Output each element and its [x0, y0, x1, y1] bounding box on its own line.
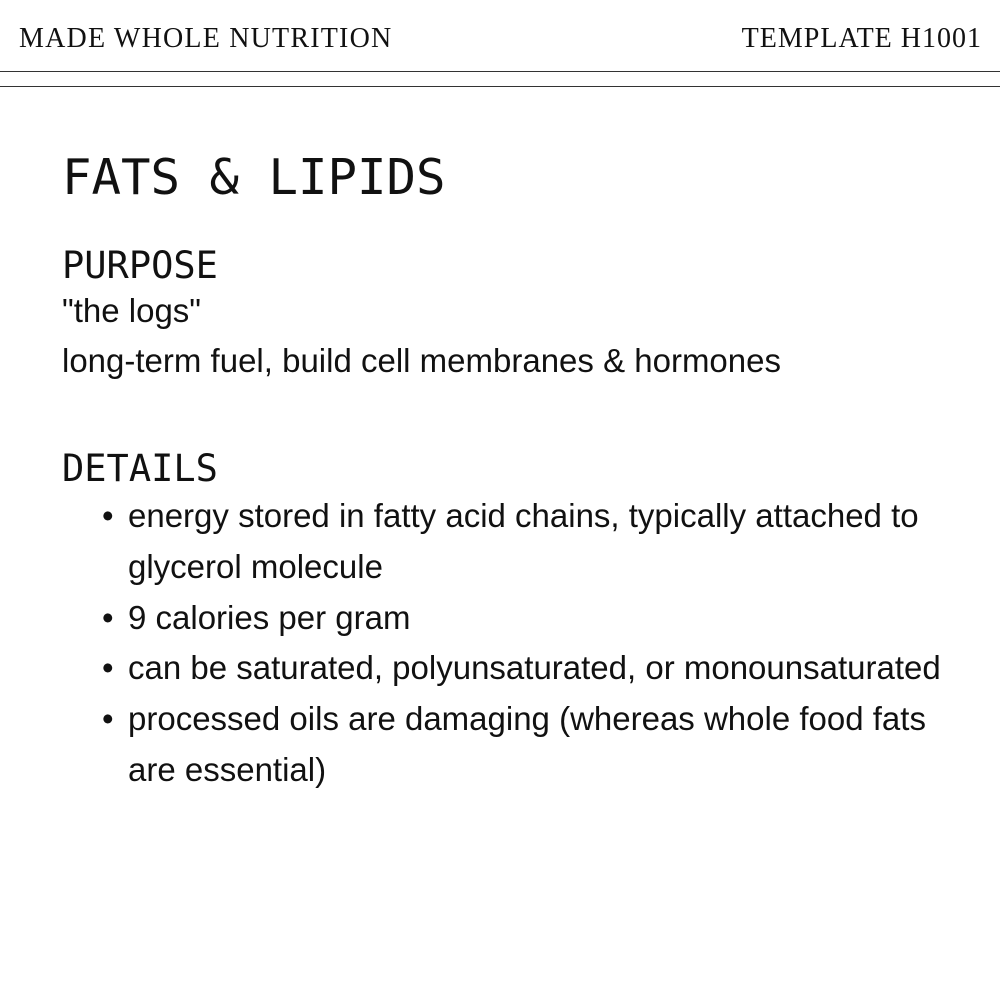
details-list-item — [102, 643, 962, 694]
purpose-line-nickname: "the logs" — [62, 292, 202, 329]
details-item-text: processed oils are damaging (whereas whole food fats are essential) — [128, 700, 926, 788]
details-list-item — [102, 593, 962, 644]
details-list-item — [102, 694, 962, 796]
details-list-item — [102, 491, 962, 593]
bullet-icon: • — [102, 649, 114, 687]
details-heading: DETAILS — [62, 447, 218, 490]
purpose-line-description: long-term fuel, build cell membranes & hormones — [62, 342, 781, 379]
header-divider-bottom — [0, 86, 1000, 87]
bullet-icon: • — [102, 497, 114, 534]
header-divider-top — [0, 71, 1000, 72]
template-code: TEMPLATE H1001 — [741, 23, 982, 54]
details-list — [102, 491, 962, 796]
page-header — [0, 0, 1000, 72]
brand-name: MADE WHOLE NUTRITION — [19, 23, 393, 54]
bullet-icon: • — [102, 598, 114, 636]
details-item-text: can be saturated, polyunsaturated, or monounsaturated — [128, 649, 941, 687]
page-title: FATS & LIPIDS — [62, 149, 446, 206]
bullet-icon: • — [102, 700, 114, 738]
details-item-text: 9 calories per gram — [128, 598, 411, 636]
details-item-text: energy stored in fatty acid chains, typically attached to glycerol molecule — [128, 497, 919, 585]
purpose-heading: PURPOSE — [62, 244, 218, 287]
